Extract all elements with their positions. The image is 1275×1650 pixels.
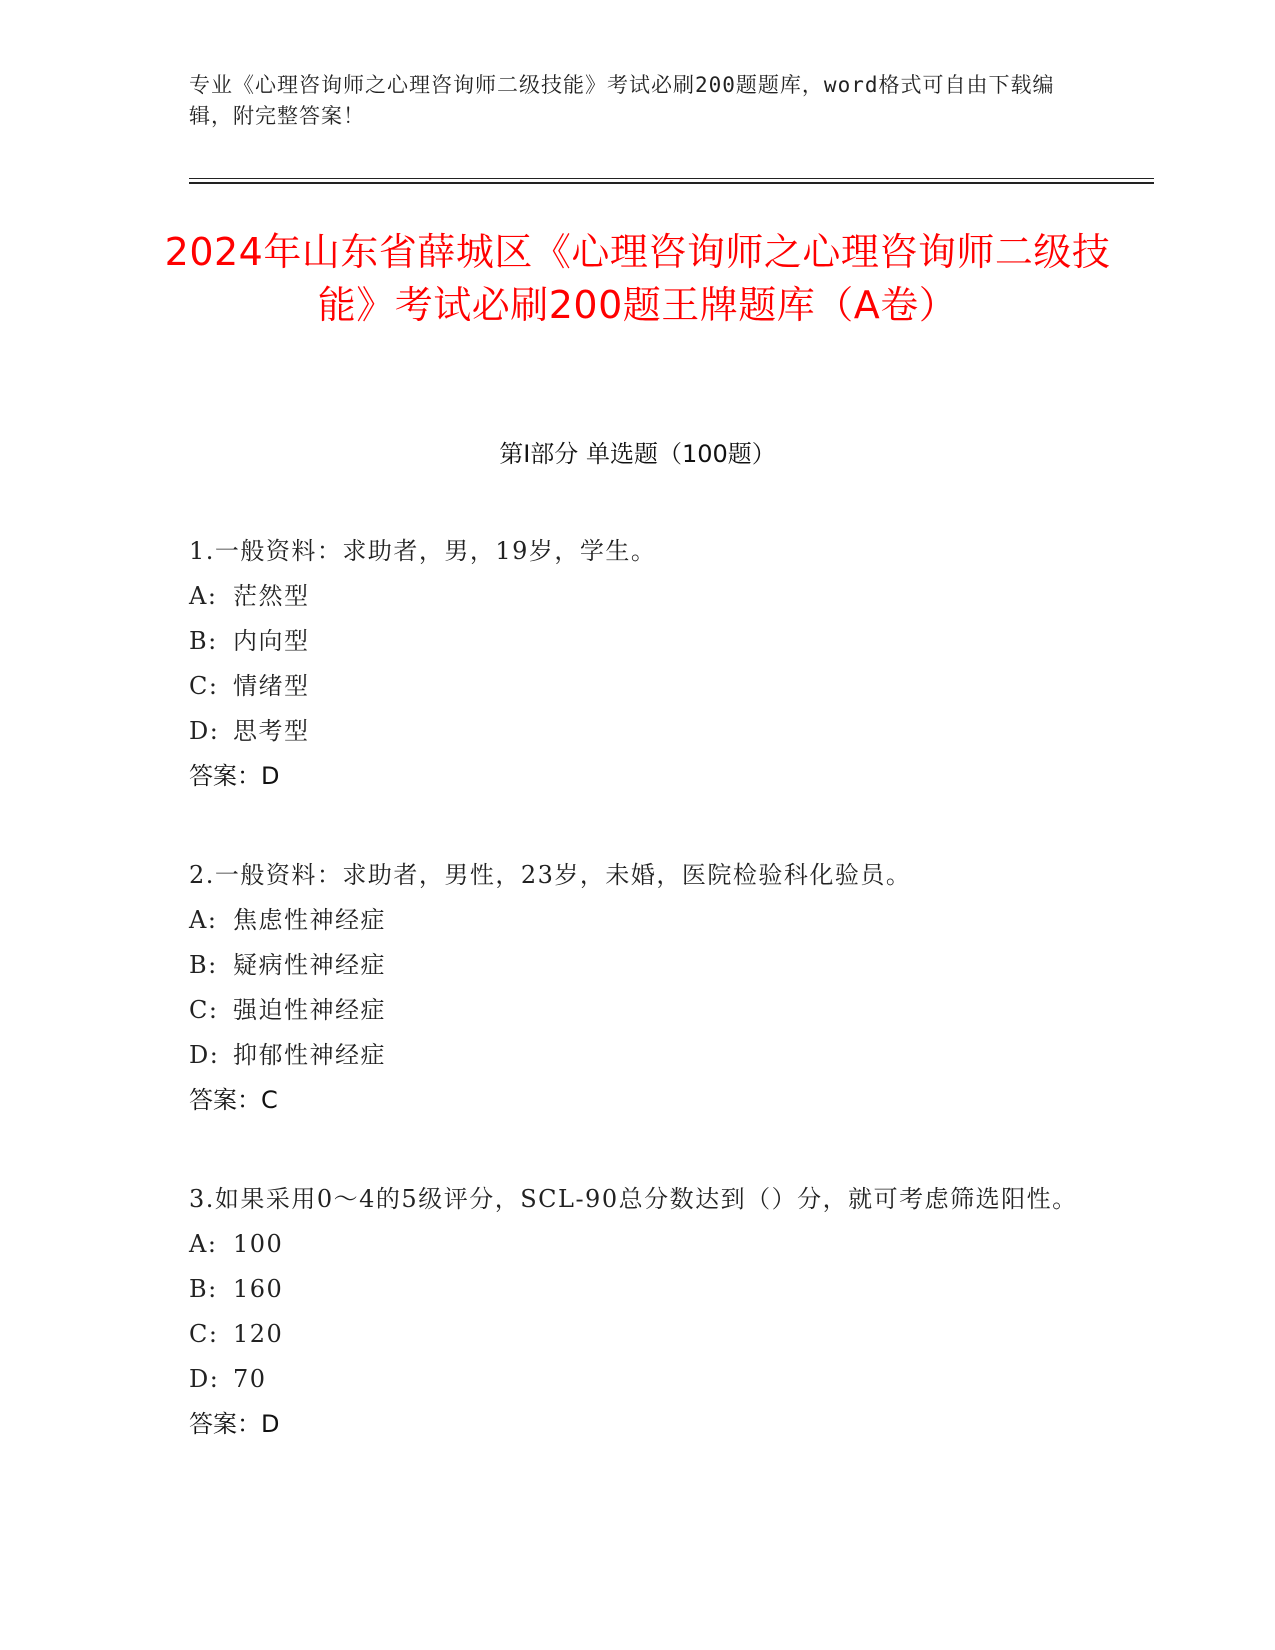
option-d: [189, 709, 1089, 754]
option-text: 疑病性神经症: [233, 951, 386, 979]
option-label: A:: [189, 582, 218, 610]
question-item: [189, 529, 1089, 799]
option-b: [189, 1267, 1089, 1312]
option-d: [189, 1357, 1089, 1402]
option-label: A:: [189, 906, 218, 934]
option-text: 情绪型: [233, 672, 310, 700]
option-a: [189, 1222, 1089, 1267]
option-text: 抑郁性神经症: [233, 1041, 386, 1069]
question-stem: 1.一般资料：求助者，男，19岁，学生。: [189, 537, 657, 565]
option-text: 焦虑性神经症: [233, 906, 386, 934]
option-label: D:: [189, 1041, 220, 1069]
question-item: [189, 1177, 1089, 1447]
option-c: [189, 988, 1089, 1033]
option-c: [189, 664, 1089, 709]
option-text: 100: [233, 1230, 284, 1258]
option-label: B:: [189, 627, 218, 655]
option-b: [189, 619, 1089, 664]
option-text: 茫然型: [233, 582, 310, 610]
question-list: [189, 529, 1089, 1501]
option-a: [189, 898, 1089, 943]
option-label: A:: [189, 1230, 218, 1258]
answer-line: 答案：D: [189, 762, 280, 790]
question-item: [189, 853, 1089, 1123]
answer-line: 答案：D: [189, 1410, 280, 1438]
document-title: 2024年山东省薛城区《心理咨询师之心理咨询师二级技能》考试必刷200题王牌题库（A卷）: [164, 230, 1111, 327]
section-title: 第I部分 单选题（100题）: [499, 440, 776, 468]
option-b: [189, 943, 1089, 988]
option-label: C:: [189, 672, 219, 700]
option-text: 120: [233, 1320, 284, 1348]
header-rule-thick: [189, 182, 1154, 184]
option-d: [189, 1033, 1089, 1078]
question-stem: 3.如果采用0～4的5级评分，SCL-90总分数达到（）分，就可考虑筛选阳性。: [189, 1185, 1078, 1213]
question-stem: 2.一般资料：求助者，男性，23岁，未婚，医院检验科化验员。: [189, 861, 912, 889]
header-note: 专业《心理咨询师之心理咨询师二级技能》考试必刷200题题库，word格式可自由下载编辑，附完整答案！: [189, 73, 1055, 128]
header-rule-thin: [189, 178, 1154, 179]
option-text: 70: [233, 1365, 267, 1393]
option-label: C:: [189, 996, 219, 1024]
option-text: 强迫性神经症: [233, 996, 386, 1024]
option-label: D:: [189, 1365, 220, 1393]
option-text: 内向型: [233, 627, 310, 655]
option-label: B:: [189, 951, 218, 979]
option-label: C:: [189, 1320, 219, 1348]
option-label: D:: [189, 717, 220, 745]
option-a: [189, 574, 1089, 619]
option-text: 思考型: [233, 717, 310, 745]
option-c: [189, 1312, 1089, 1357]
option-label: B:: [189, 1275, 218, 1303]
answer-line: 答案：C: [189, 1086, 278, 1114]
option-text: 160: [233, 1275, 284, 1303]
